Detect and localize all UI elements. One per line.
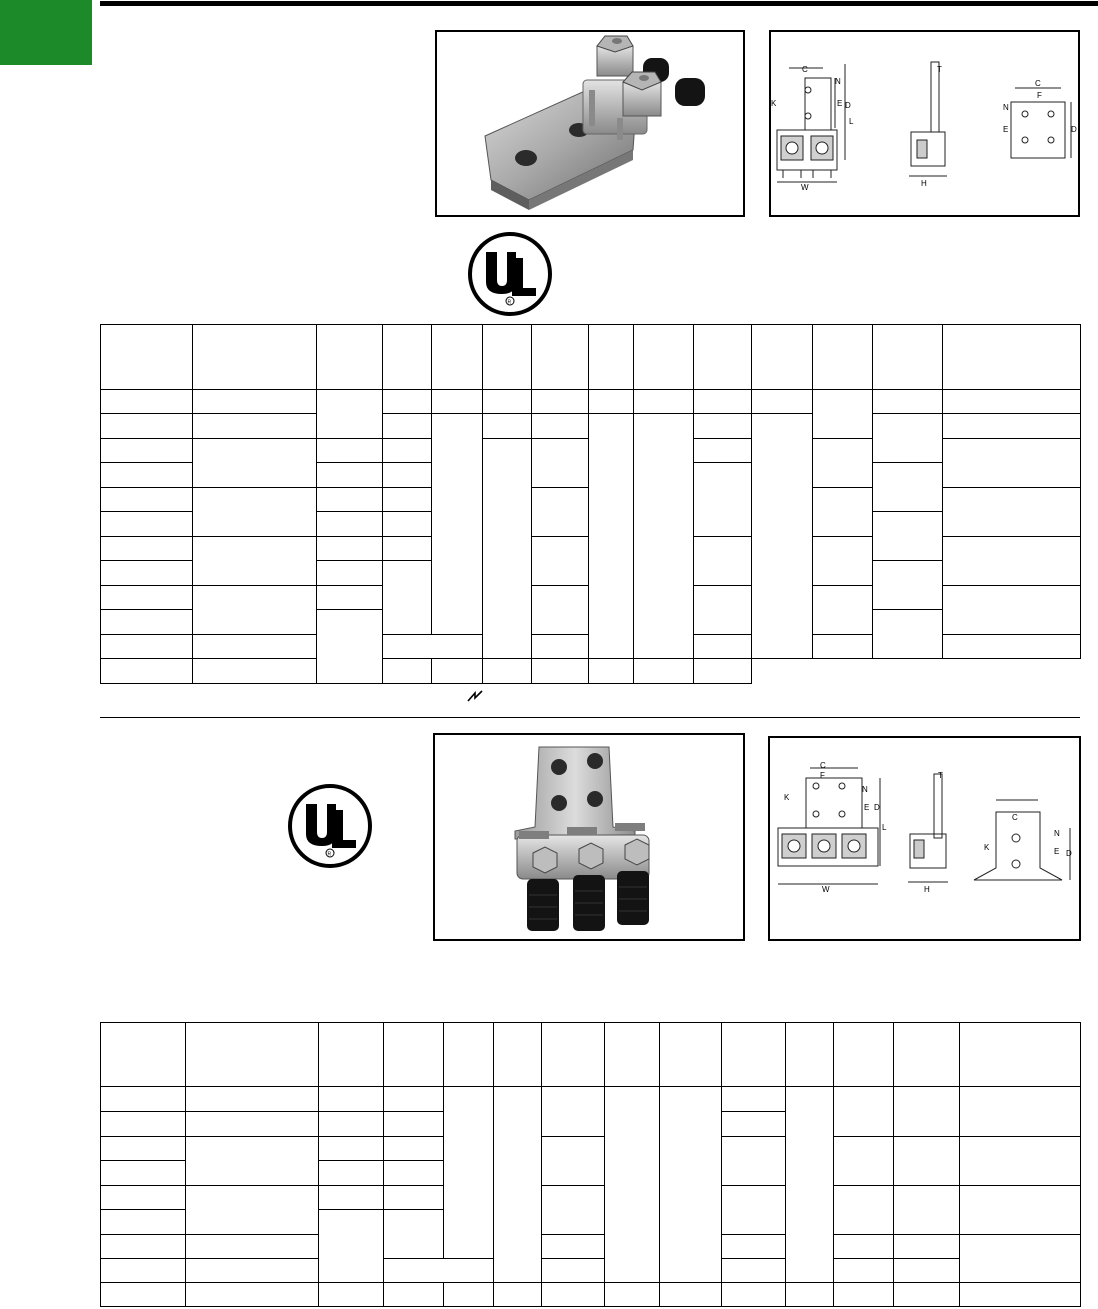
dim-label-c-top: C [1035,79,1041,88]
lug-drawing-panel-1 [769,30,1080,217]
dim-label-n: N [835,77,841,86]
table-row-2 [101,1087,1081,1112]
dim-label-k: K [771,99,777,108]
dim-label-e-2: E [864,803,870,812]
dim-label-d-top-2: D [1066,849,1072,858]
dim-label-d: D [845,101,851,110]
dim-label-h: H [921,179,927,188]
spec-table-1 [100,324,1081,684]
dim-label-h-2: H [924,885,930,894]
dim-label-d-top: D [1071,125,1077,134]
dim-label-n-top-2: N [1054,829,1060,838]
table-row-2 [101,1235,1081,1259]
dim-label-f: F [1037,91,1042,100]
table-row [101,659,1081,684]
table-row-2 [101,1259,1081,1283]
dim-label-c: C [802,65,808,74]
dim-label-k-2: K [784,793,790,802]
table-row [101,390,1081,414]
dim-label-w-2: W [822,885,830,894]
table-row-2 [101,1137,1081,1161]
lug-photo-panel-1 [435,30,745,217]
table-row-2 [101,1283,1081,1307]
svg-text:R: R [327,851,332,858]
spec-table-2 [100,1022,1081,1307]
dim-label-d-2: D [874,803,880,812]
dim-label-n-2: N [862,785,868,794]
three-conductor-lug-photo [435,735,743,939]
dimension-drawing-1 [771,32,1078,215]
dim-label-e-top: E [1003,125,1009,134]
dim-label-c-2: C [820,761,826,770]
dim-label-f-2: F [820,771,825,780]
dim-label-e-top-2: E [1054,847,1060,856]
dim-label-l: L [849,117,854,126]
table-row-2 [101,1186,1081,1210]
lug-drawing-panel-2 [768,736,1081,941]
dimension-drawing-2 [770,738,1079,939]
dim-label-e: E [837,99,843,108]
section-divider [100,717,1080,718]
top-rule [100,1,1098,6]
dim-label-w: W [801,183,809,192]
dim-label-t: T [937,65,942,74]
dim-label-l-2: L [882,823,887,832]
ul-listed-mark-2 [286,782,374,870]
ul-listed-mark-1 [466,230,554,318]
dim-label-c-top-2: C [1012,813,1018,822]
dim-label-t-2: T [938,771,943,780]
table-row [101,414,1081,439]
table-header-row-2 [101,1023,1081,1087]
svg-text:R: R [507,299,512,306]
dim-label-k-top-2: K [984,843,990,852]
two-conductor-lug-photo [437,32,743,215]
lug-photo-panel-2 [433,733,745,941]
table-header-row [101,325,1081,390]
section-tab [0,0,92,65]
footnote-symbol [466,689,484,703]
dim-label-n-top: N [1003,103,1009,112]
